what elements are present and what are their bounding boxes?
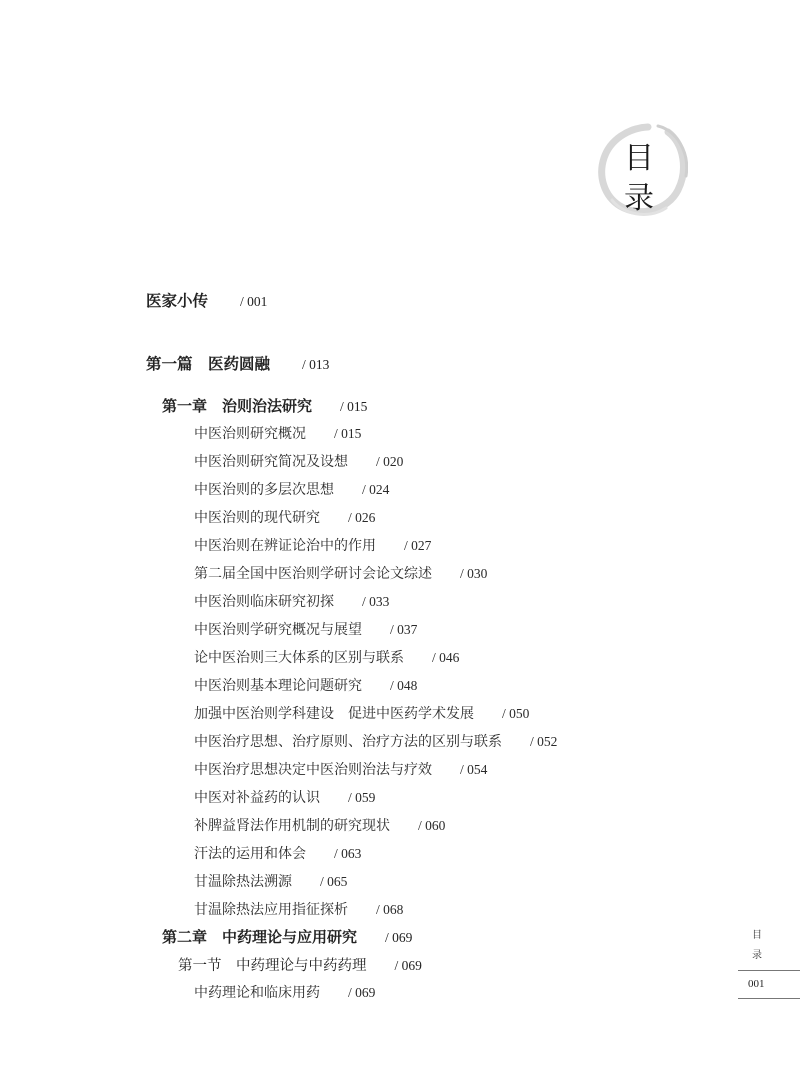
toc-entry-title: 中医治疗思想决定中医治则治法与疗效	[194, 762, 432, 778]
side-tab-page-number: 001	[748, 978, 765, 990]
side-tab-char-2: 录	[752, 950, 762, 961]
toc-entry-page: / 001	[240, 294, 268, 309]
toc-entry-title: 汗法的运用和体会	[194, 846, 306, 862]
toc-entry-page: / 069	[385, 930, 413, 945]
toc-entry-title: 甘温除热法溯源	[194, 874, 292, 890]
toc-entry-title: 中医治则临床研究初探	[194, 594, 334, 610]
toc-entry[interactable]	[194, 815, 445, 835]
toc-entry[interactable]	[194, 787, 375, 807]
toc-entry-title: 中医治则基本理论问题研究	[194, 678, 362, 694]
toc-entry-page: / 069	[348, 985, 376, 1000]
toc-entry-page: / 069	[394, 958, 422, 973]
toc-entry[interactable]	[194, 982, 375, 1002]
toc-entry-title: 医家小传	[146, 292, 209, 310]
toc-entry-page: / 015	[340, 399, 368, 414]
toc-entry-page: / 065	[320, 874, 348, 889]
toc-entry-title: 论中医治则三大体系的区别与联系	[194, 650, 404, 666]
toc-entry[interactable]	[178, 954, 422, 975]
toc-entry-page: / 015	[334, 426, 362, 441]
toc-entry-title: 中药理论和临床用药	[194, 985, 320, 1001]
toc-entry[interactable]	[194, 563, 487, 583]
toc-entry-page: / 052	[530, 734, 558, 749]
toc-entry-title: 第二章 中药理论与应用研究	[162, 928, 358, 946]
toc-entry-title: 中医治则在辨证论治中的作用	[194, 538, 376, 554]
side-tab-char-1: 目	[752, 930, 762, 941]
toc-entry-page: / 054	[460, 762, 488, 777]
toc-entry[interactable]	[194, 451, 403, 471]
toc-entry[interactable]	[194, 479, 389, 499]
toc-entry[interactable]	[162, 926, 412, 947]
toc-entry-page: / 050	[502, 706, 530, 721]
toc-entry-title: 第一篇 医药圆融	[146, 355, 271, 373]
toc-entry[interactable]	[194, 843, 361, 863]
toc-entry-title: 中医治则研究简况及设想	[194, 454, 348, 470]
toc-entry[interactable]	[194, 619, 417, 639]
toc-entry-page: / 068	[376, 902, 404, 917]
toc-entry-page: / 059	[348, 790, 376, 805]
toc-entry[interactable]	[194, 899, 403, 919]
toc-entry-title: 第一节 中药理论与中药药理	[178, 958, 367, 974]
toc-entry-page: / 037	[390, 622, 418, 637]
toc-entry[interactable]	[194, 759, 487, 779]
toc-entry[interactable]	[194, 423, 361, 443]
toc-entry-title: 中医对补益药的认识	[194, 790, 320, 806]
toc-entry[interactable]	[194, 675, 417, 695]
toc-entry[interactable]	[194, 591, 389, 611]
header-title-char-1: 目	[624, 141, 654, 176]
toc-entry-title: 加强中医治则学科建设 促进中医药学术发展	[194, 706, 474, 722]
side-tab-divider	[738, 998, 800, 999]
toc-entry-title: 中医治则的多层次思想	[194, 482, 334, 498]
toc-entry-page: / 013	[302, 357, 330, 372]
toc-entry-page: / 046	[432, 650, 460, 665]
toc-entry-title: 补脾益肾法作用机制的研究现状	[194, 818, 390, 834]
toc-entry[interactable]	[194, 731, 557, 751]
toc-entry[interactable]	[194, 703, 529, 723]
toc-entry-title: 中医治疗思想、治疗原则、治疗方法的区别与联系	[194, 734, 502, 750]
toc-entry[interactable]	[146, 289, 267, 311]
side-tab-divider	[738, 970, 800, 971]
toc-entry[interactable]	[146, 352, 329, 374]
toc-entry-title: 中医治则研究概况	[194, 426, 306, 442]
toc-entry-title: 甘温除热法应用指征探析	[194, 902, 348, 918]
toc-entry-page: / 026	[348, 510, 376, 525]
toc-entry[interactable]	[194, 647, 459, 667]
toc-entry-page: / 024	[362, 482, 390, 497]
toc-entry[interactable]	[194, 871, 347, 891]
toc-entry-page: / 030	[460, 566, 488, 581]
toc-entry[interactable]	[162, 395, 367, 416]
toc-entry-page: / 048	[390, 678, 418, 693]
toc-entry-page: / 020	[376, 454, 404, 469]
toc-entry[interactable]	[194, 535, 431, 555]
toc-entry[interactable]	[194, 507, 375, 527]
toc-entry-page: / 060	[418, 818, 446, 833]
toc-entry-title: 第一章 治则治法研究	[162, 397, 313, 415]
header-title-char-2: 录	[624, 181, 654, 216]
toc-entry-page: / 027	[404, 538, 432, 553]
toc-entry-title: 中医治则的现代研究	[194, 510, 320, 526]
toc-entry-page: / 033	[362, 594, 390, 609]
toc-entry-title: 第二届全国中医治则学研讨会论文综述	[194, 566, 432, 582]
toc-entry-title: 中医治则学研究概况与展望	[194, 622, 362, 638]
toc-entry-page: / 063	[334, 846, 362, 861]
